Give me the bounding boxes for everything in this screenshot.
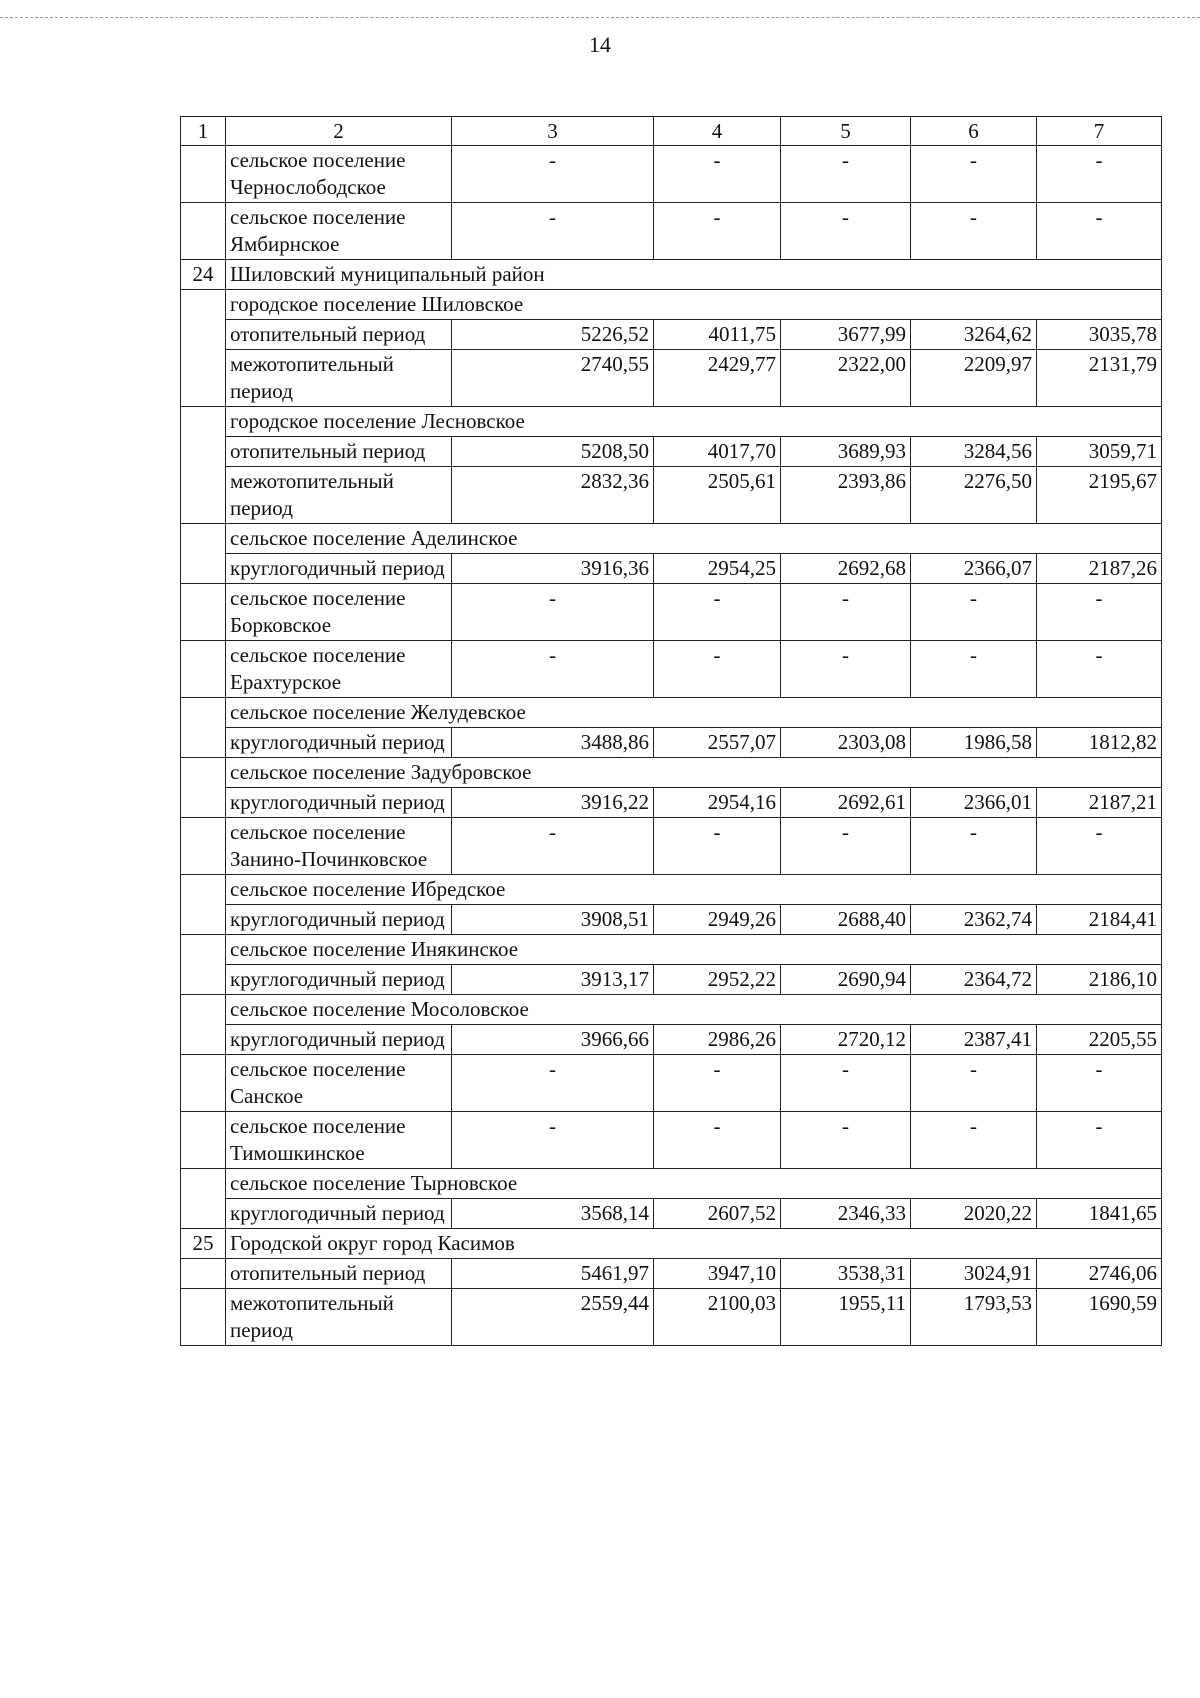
value-cell: 2387,41: [911, 1025, 1037, 1055]
row-label: сельское поселение Занино-Починковское: [226, 818, 452, 875]
value-cell: 2195,67: [1037, 467, 1162, 524]
row-label: круглогодичный период: [226, 554, 452, 584]
value-cell: -: [452, 203, 654, 260]
section-title: Шиловский муниципальный район: [226, 260, 1162, 290]
value-cell: 3916,36: [452, 554, 654, 584]
row-label: сельское поселение Тимошкинское: [226, 1112, 452, 1169]
value-cell: 2692,68: [781, 554, 911, 584]
row-label: сельское поселение Чернослободское: [226, 146, 452, 203]
value-cell: -: [781, 1055, 911, 1112]
row-label: отопительный период: [226, 320, 452, 350]
value-cell: -: [654, 203, 781, 260]
value-cell: 4017,70: [654, 437, 781, 467]
empty-number-cell: [181, 1289, 226, 1346]
value-cell: 2720,12: [781, 1025, 911, 1055]
top-scan-line: [0, 17, 1200, 18]
table-row: [181, 1259, 1162, 1289]
value-cell: 2746,06: [1037, 1259, 1162, 1289]
value-cell: 3677,99: [781, 320, 911, 350]
value-cell: 3035,78: [1037, 320, 1162, 350]
value-cell: -: [1037, 1055, 1162, 1112]
empty-number-cell: [181, 146, 226, 203]
value-cell: -: [781, 641, 911, 698]
value-cell: 2100,03: [654, 1289, 781, 1346]
value-cell: 3059,71: [1037, 437, 1162, 467]
empty-number-cell: [181, 935, 226, 995]
settlement-title: сельское поселение Желудевское: [226, 698, 1162, 728]
value-cell: 2692,61: [781, 788, 911, 818]
value-cell: 3689,93: [781, 437, 911, 467]
subsection-row: [181, 875, 1162, 905]
empty-number-cell: [181, 641, 226, 698]
value-cell: -: [1037, 1112, 1162, 1169]
value-cell: -: [654, 818, 781, 875]
value-cell: 2346,33: [781, 1199, 911, 1229]
section-row: [181, 260, 1162, 290]
value-cell: 1955,11: [781, 1289, 911, 1346]
table-row: [181, 965, 1162, 995]
value-cell: 1793,53: [911, 1289, 1037, 1346]
settlement-title: городское поселение Шиловское: [226, 290, 1162, 320]
value-cell: -: [654, 146, 781, 203]
table-row: [181, 1112, 1162, 1169]
subsection-row: [181, 407, 1162, 437]
table-row: [181, 584, 1162, 641]
subsection-row: [181, 995, 1162, 1025]
value-cell: 3916,22: [452, 788, 654, 818]
table-row: [181, 641, 1162, 698]
settlement-title: сельское поселение Мосоловское: [226, 995, 1162, 1025]
value-cell: -: [654, 1112, 781, 1169]
value-cell: -: [1037, 584, 1162, 641]
page-number: 14: [589, 32, 611, 57]
value-cell: 4011,75: [654, 320, 781, 350]
table-body: [181, 117, 1162, 1346]
value-cell: 3538,31: [781, 1259, 911, 1289]
settlement-title: городское поселение Лесновское: [226, 407, 1162, 437]
value-cell: -: [1037, 641, 1162, 698]
empty-number-cell: [181, 758, 226, 818]
value-cell: 2366,07: [911, 554, 1037, 584]
value-cell: 2364,72: [911, 965, 1037, 995]
column-header: 4: [654, 117, 781, 146]
value-cell: -: [911, 818, 1037, 875]
value-cell: 2184,41: [1037, 905, 1162, 935]
settlement-title: сельское поселение Инякинское: [226, 935, 1162, 965]
subsection-row: [181, 758, 1162, 788]
table-row: [181, 320, 1162, 350]
column-header: 3: [452, 117, 654, 146]
value-cell: 2187,21: [1037, 788, 1162, 818]
value-cell: 2303,08: [781, 728, 911, 758]
empty-number-cell: [181, 290, 226, 407]
value-cell: 3908,51: [452, 905, 654, 935]
table-row: [181, 1025, 1162, 1055]
subsection-row: [181, 1169, 1162, 1199]
column-header: 6: [911, 117, 1037, 146]
value-cell: 2954,16: [654, 788, 781, 818]
column-header: 2: [226, 117, 452, 146]
row-label: круглогодичный период: [226, 788, 452, 818]
table-row: [181, 1199, 1162, 1229]
value-cell: 2393,86: [781, 467, 911, 524]
empty-number-cell: [181, 875, 226, 935]
value-cell: -: [781, 203, 911, 260]
value-cell: 2954,25: [654, 554, 781, 584]
table-header-row: [181, 117, 1162, 146]
value-cell: 2986,26: [654, 1025, 781, 1055]
value-cell: -: [1037, 203, 1162, 260]
empty-number-cell: [181, 698, 226, 758]
table-row: [181, 437, 1162, 467]
row-label: сельское поселение Борковское: [226, 584, 452, 641]
table-row: [181, 905, 1162, 935]
value-cell: -: [911, 584, 1037, 641]
empty-number-cell: [181, 995, 226, 1055]
table-row: [181, 788, 1162, 818]
row-label: круглогодичный период: [226, 1025, 452, 1055]
value-cell: 3947,10: [654, 1259, 781, 1289]
value-cell: 2740,55: [452, 350, 654, 407]
table-row: [181, 467, 1162, 524]
empty-number-cell: [181, 1055, 226, 1112]
table-row: [181, 1055, 1162, 1112]
row-label: круглогодичный период: [226, 728, 452, 758]
value-cell: 2020,22: [911, 1199, 1037, 1229]
settlement-title: сельское поселение Аделинское: [226, 524, 1162, 554]
table-row: [181, 554, 1162, 584]
empty-number-cell: [181, 1259, 226, 1289]
row-label: межотопительный период: [226, 1289, 452, 1346]
value-cell: -: [911, 641, 1037, 698]
value-cell: 1841,65: [1037, 1199, 1162, 1229]
settlement-title: сельское поселение Ибредское: [226, 875, 1162, 905]
value-cell: 5226,52: [452, 320, 654, 350]
empty-number-cell: [181, 524, 226, 584]
section-title: Городской округ город Касимов: [226, 1229, 1162, 1259]
value-cell: 2187,26: [1037, 554, 1162, 584]
value-cell: 2557,07: [654, 728, 781, 758]
row-number: 24: [181, 260, 226, 290]
value-cell: -: [781, 584, 911, 641]
value-cell: 1690,59: [1037, 1289, 1162, 1346]
value-cell: 2688,40: [781, 905, 911, 935]
value-cell: -: [452, 641, 654, 698]
empty-number-cell: [181, 407, 226, 524]
value-cell: -: [452, 1055, 654, 1112]
value-cell: -: [654, 1055, 781, 1112]
empty-number-cell: [181, 818, 226, 875]
column-header: 5: [781, 117, 911, 146]
value-cell: 2559,44: [452, 1289, 654, 1346]
subsection-row: [181, 935, 1162, 965]
row-label: отопительный период: [226, 1259, 452, 1289]
table-row: [181, 1289, 1162, 1346]
value-cell: -: [911, 203, 1037, 260]
value-cell: -: [781, 146, 911, 203]
value-cell: 2131,79: [1037, 350, 1162, 407]
row-label: межотопительный период: [226, 350, 452, 407]
value-cell: 2186,10: [1037, 965, 1162, 995]
value-cell: 2832,36: [452, 467, 654, 524]
value-cell: 2322,00: [781, 350, 911, 407]
row-label: отопительный период: [226, 437, 452, 467]
value-cell: -: [1037, 818, 1162, 875]
value-cell: 5461,97: [452, 1259, 654, 1289]
table-row: [181, 146, 1162, 203]
value-cell: -: [911, 1055, 1037, 1112]
value-cell: 1812,82: [1037, 728, 1162, 758]
table-row: [181, 818, 1162, 875]
value-cell: 1986,58: [911, 728, 1037, 758]
row-label: круглогодичный период: [226, 965, 452, 995]
value-cell: 2952,22: [654, 965, 781, 995]
section-row: [181, 1229, 1162, 1259]
value-cell: -: [654, 584, 781, 641]
value-cell: -: [911, 146, 1037, 203]
value-cell: -: [1037, 146, 1162, 203]
value-cell: 5208,50: [452, 437, 654, 467]
value-cell: 2366,01: [911, 788, 1037, 818]
subsection-row: [181, 524, 1162, 554]
value-cell: 3568,14: [452, 1199, 654, 1229]
value-cell: -: [452, 584, 654, 641]
value-cell: 3966,66: [452, 1025, 654, 1055]
empty-number-cell: [181, 584, 226, 641]
table-row: [181, 350, 1162, 407]
value-cell: -: [452, 1112, 654, 1169]
subsection-row: [181, 698, 1162, 728]
value-cell: 2949,26: [654, 905, 781, 935]
row-label: сельское поселение Ерахтурское: [226, 641, 452, 698]
row-label: сельское поселение Санское: [226, 1055, 452, 1112]
empty-number-cell: [181, 1169, 226, 1229]
row-label: круглогодичный период: [226, 905, 452, 935]
value-cell: 3913,17: [452, 965, 654, 995]
value-cell: 2505,61: [654, 467, 781, 524]
settlement-title: сельское поселение Задубровское: [226, 758, 1162, 788]
empty-number-cell: [181, 1112, 226, 1169]
value-cell: -: [452, 818, 654, 875]
value-cell: -: [452, 146, 654, 203]
data-table: [180, 116, 1162, 1346]
table-row: [181, 203, 1162, 260]
value-cell: -: [911, 1112, 1037, 1169]
value-cell: 3024,91: [911, 1259, 1037, 1289]
value-cell: 3488,86: [452, 728, 654, 758]
value-cell: 2429,77: [654, 350, 781, 407]
row-number: 25: [181, 1229, 226, 1259]
value-cell: -: [781, 818, 911, 875]
value-cell: 2209,97: [911, 350, 1037, 407]
value-cell: 2362,74: [911, 905, 1037, 935]
value-cell: 2607,52: [654, 1199, 781, 1229]
value-cell: 3284,56: [911, 437, 1037, 467]
column-header: 7: [1037, 117, 1162, 146]
value-cell: 2276,50: [911, 467, 1037, 524]
column-header: 1: [181, 117, 226, 146]
value-cell: 2690,94: [781, 965, 911, 995]
subsection-row: [181, 290, 1162, 320]
empty-number-cell: [181, 203, 226, 260]
settlement-title: сельское поселение Тырновское: [226, 1169, 1162, 1199]
row-label: межотопительный период: [226, 467, 452, 524]
table-row: [181, 728, 1162, 758]
row-label: сельское поселение Ямбирнское: [226, 203, 452, 260]
value-cell: -: [654, 641, 781, 698]
value-cell: -: [781, 1112, 911, 1169]
value-cell: 3264,62: [911, 320, 1037, 350]
value-cell: 2205,55: [1037, 1025, 1162, 1055]
row-label: круглогодичный период: [226, 1199, 452, 1229]
